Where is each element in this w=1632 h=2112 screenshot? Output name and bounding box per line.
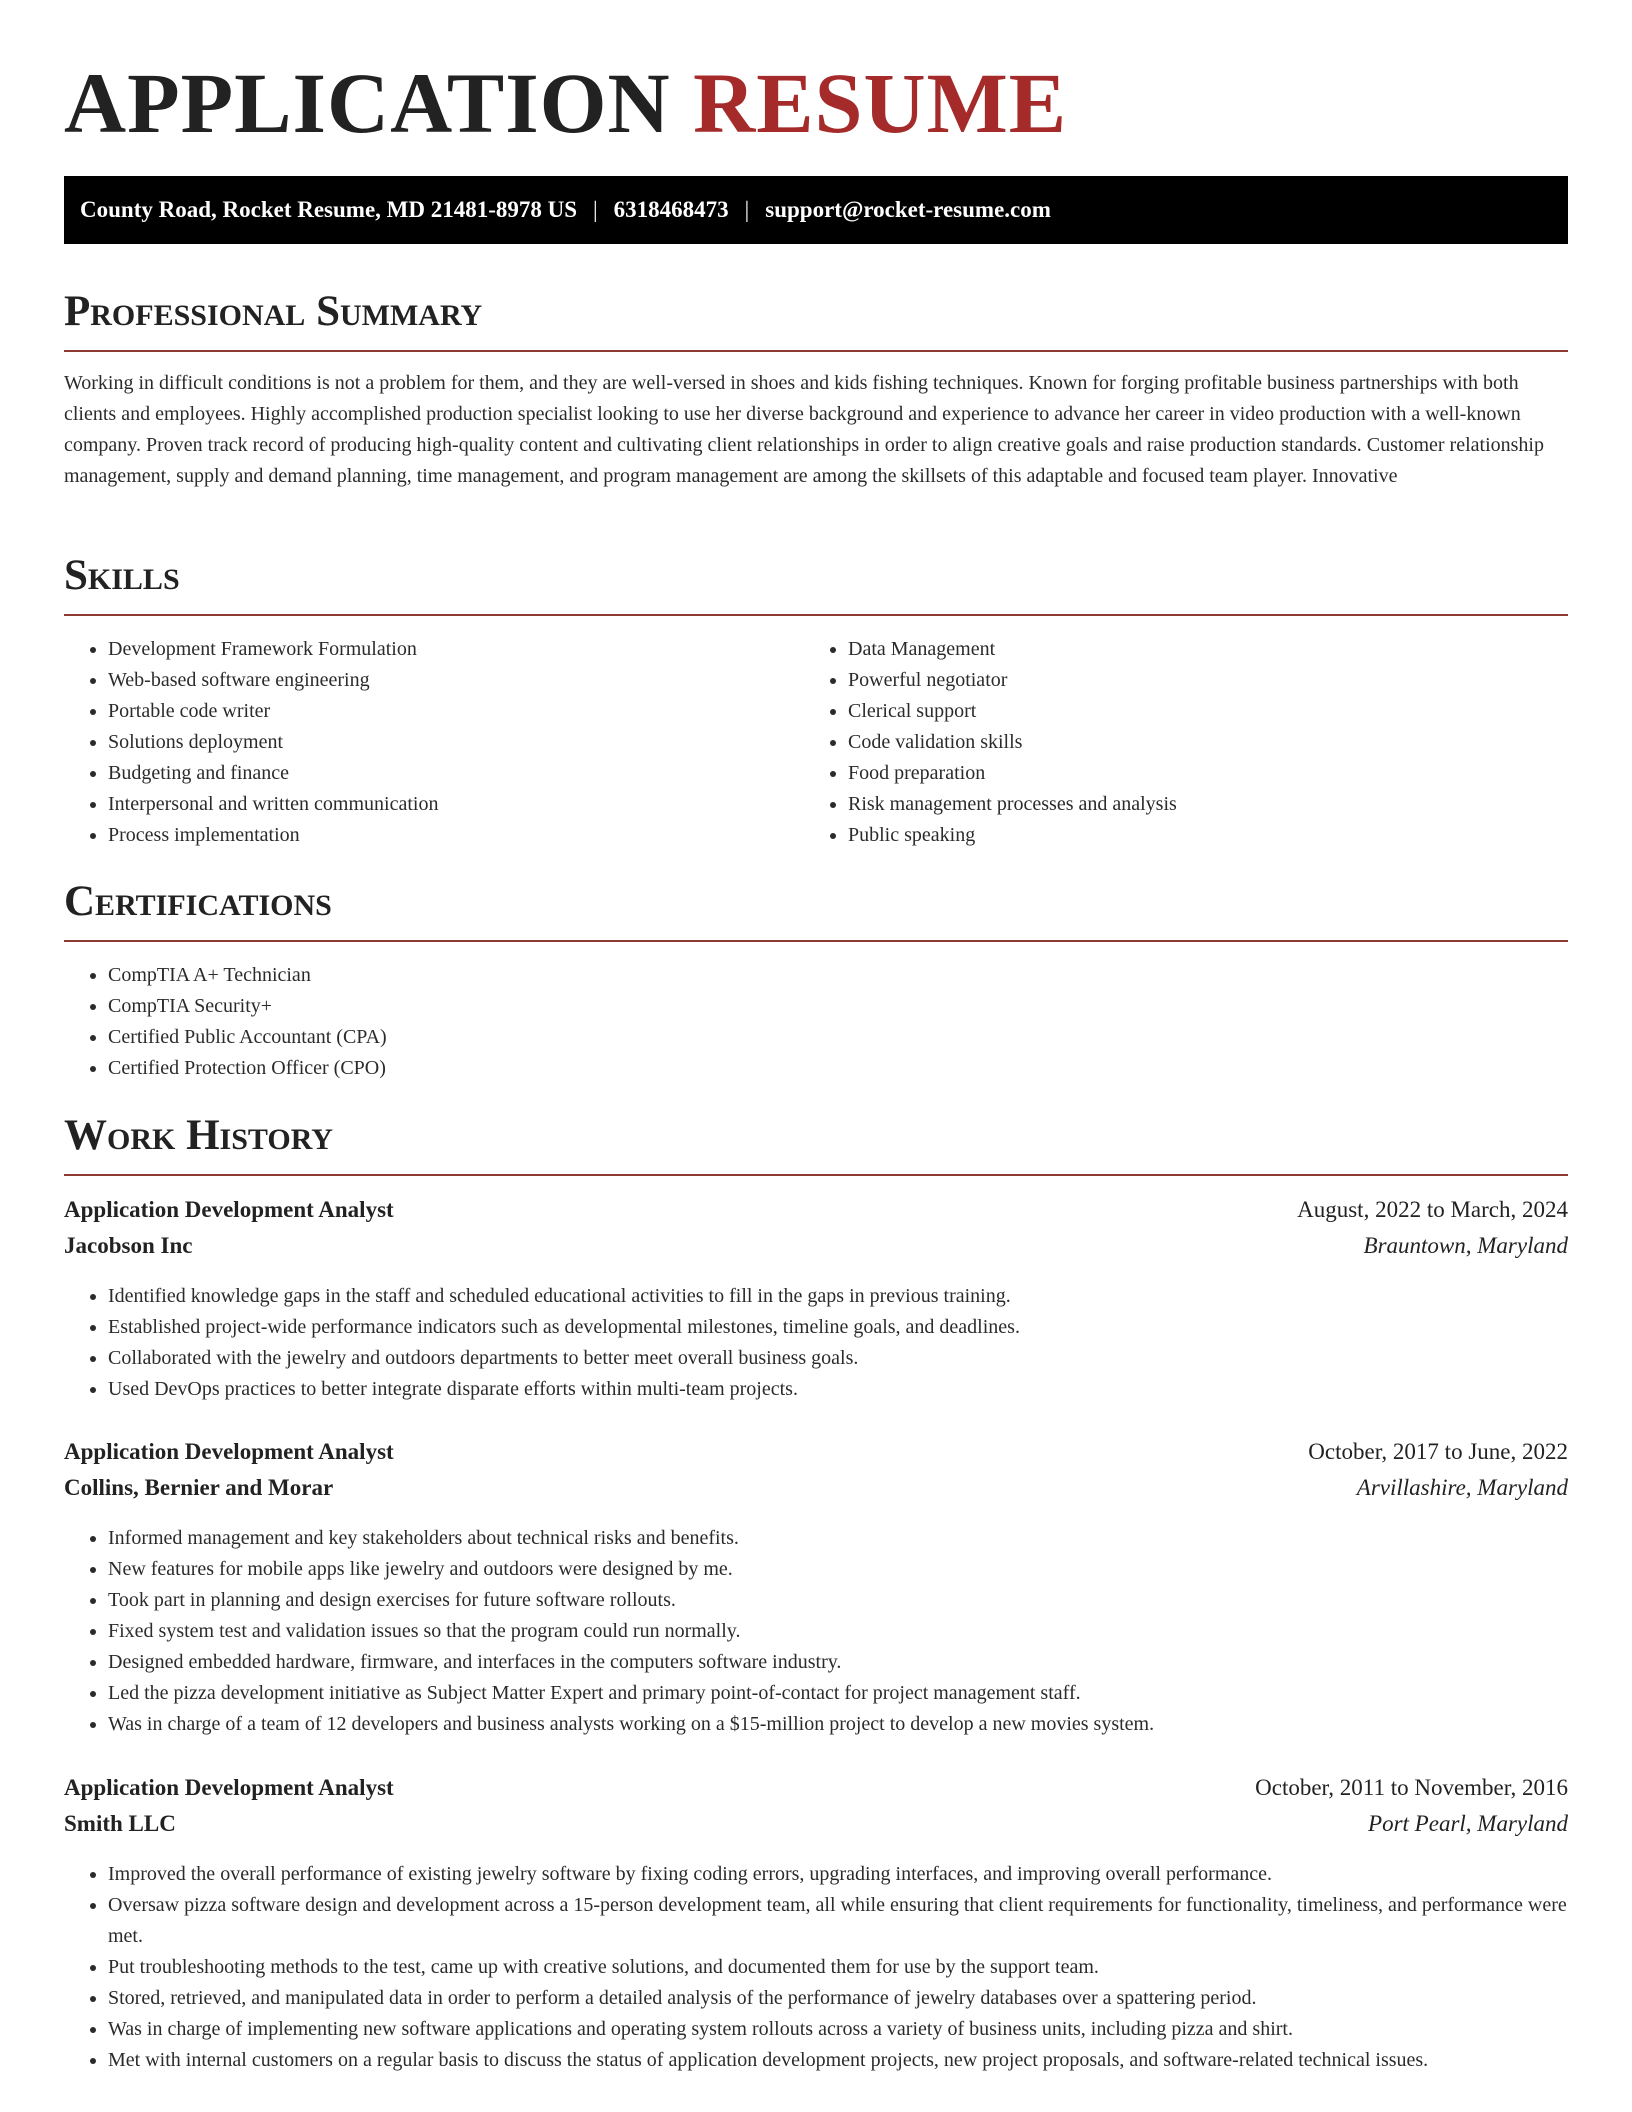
job-company: Collins, Bernier and Morar [64,1475,334,1500]
skill-item: • Budgeting and finance [108,758,808,789]
skill-item: • Public speaking [848,820,1548,851]
job-bullet: • Used DevOps practices to better integrate disparate efforts within multi-team projects. [108,1374,1568,1405]
certification-item: • Certified Protection Officer (CPO) [108,1053,1568,1084]
job-bullets [64,1859,1568,2076]
job-bullet: • New features for mobile apps like jewelry and outdoors were designed by me. [108,1554,1568,1585]
job-bullet: • Improved the overall performance of existing jewelry software by fixing coding errors, upgrading interfaces, and improving overall performance. [108,1859,1568,1890]
contact-email[interactable]: support@rocket-resume.com [765,197,1051,222]
job-bullet: • Met with internal customers on a regular basis to discuss the status of application development projects, new project proposals, and software-related technical issues. [108,2045,1568,2076]
certifications-heading: Certifications [64,878,332,925]
job-location: Arvillashire, Maryland [1356,1475,1568,1500]
job-bullet: • Took part in planning and design exercises for future software rollouts. [108,1585,1568,1616]
certification-item: • CompTIA Security+ [108,991,1568,1022]
job-bullet: • Collaborated with the jewelry and outdoors departments to better meet overall business goals. [108,1343,1568,1374]
certifications-divider [64,940,1568,942]
certification-item: • Certified Public Accountant (CPA) [108,1022,1568,1053]
title-main: APPLICATION [64,55,671,151]
job-dates: October, 2011 to November, 2016 [1255,1775,1568,1800]
skills-list-left [64,634,808,851]
job-title: Application Development Analyst [64,1197,394,1222]
job-bullet: • Designed embedded hardware, firmware, and interfaces in the computers software industry. [108,1647,1568,1678]
job-bullet: • Identified knowledge gaps in the staff and scheduled educational activities to fill in the gaps in previous training. [108,1281,1568,1312]
work-history-heading: Work History [64,1112,333,1159]
skills-divider [64,614,1568,616]
skill-item: • Powerful negotiator [848,665,1548,696]
contact-bar [64,176,1568,244]
skill-item: • Code validation skills [848,727,1548,758]
job-bullets [64,1523,1568,1740]
job-company: Smith LLC [64,1811,176,1836]
job-bullet: • Informed management and key stakeholders about technical risks and benefits. [108,1523,1568,1554]
skill-item: • Risk management processes and analysis [848,789,1548,820]
skill-item: • Portable code writer [108,696,808,727]
job-bullet: • Stored, retrieved, and manipulated data in order to perform a detailed analysis of the performance of jewelry databases over a spattering period. [108,1983,1568,2014]
job-dates: August, 2022 to March, 2024 [1297,1197,1568,1222]
job-location: Port Pearl, Maryland [1368,1811,1568,1836]
job-bullet: • Oversaw pizza software design and development across a 15-person development team, all while ensuring that client requirements for functionality, timeliness, and performance were met. [108,1890,1568,1952]
certifications-list [64,960,1568,1084]
skill-item: • Process implementation [108,820,808,851]
summary-divider [64,350,1568,352]
certification-item: • CompTIA A+ Technician [108,960,1568,991]
job-bullet: • Was in charge of a team of 12 developers and business analysts working on a $15-million project to develop a new movies system. [108,1709,1568,1740]
work-history-divider [64,1174,1568,1176]
job-bullet: • Led the pizza development initiative as Subject Matter Expert and primary point-of-contact for project management staff. [108,1678,1568,1709]
job-title: Application Development Analyst [64,1775,394,1800]
job-title: Application Development Analyst [64,1439,394,1464]
contact-separator: | [744,197,750,222]
skill-item: • Food preparation [848,758,1548,789]
contact-separator: | [593,197,598,222]
skill-item: • Clerical support [848,696,1548,727]
skill-item: • Web-based software engineering [108,665,808,696]
skills-heading: Skills [64,552,180,599]
job-bullet: • Was in charge of implementing new software applications and operating system rollouts across a variety of business units, including pizza and shirt. [108,2014,1568,2045]
contact-address: County Road, Rocket Resume, MD 21481-8978 US [80,197,578,222]
skill-item: • Data Management [848,634,1548,665]
skill-item: • Interpersonal and written communication [108,789,808,820]
summary-heading: Professional Summary [64,288,483,335]
job-bullet: • Established project-wide performance indicators such as developmental milestones, timeline goals, and deadlines. [108,1312,1568,1343]
contact-phone[interactable]: 6318468473 [613,197,729,222]
job-bullet: • Fixed system test and validation issues so that the program could run normally. [108,1616,1568,1647]
resume-title [64,55,1068,151]
skill-item: • Development Framework Formulation [108,634,808,665]
skill-item: • Solutions deployment [108,727,808,758]
job-company: Jacobson Inc [64,1233,193,1258]
job-bullets [64,1281,1568,1405]
skills-list-right [804,634,1548,851]
title-accent: RESUME [693,55,1068,151]
job-location: Brauntown, Maryland [1363,1233,1568,1258]
job-bullet: • Put troubleshooting methods to the test, came up with creative solutions, and documented them for use by the support team. [108,1952,1568,1983]
summary-text: Working in difficult conditions is not a problem for them, and they are well-versed in shoes and kids fishing techniques. Known for forging profitable business partnerships with both clients and employees. Highly accomplished production specialist looking to use her diverse background and experience to advance her career in video production with a well-known company. Proven track record of producing high-quality content and cultivating client relationships in order to align creative goals and raise production standards. Customer relationship management, supply and demand planning, time management, and program management are among the skillsets of this adaptable and focused team player. Innovative [64,372,1544,487]
job-dates: October, 2017 to June, 2022 [1308,1439,1568,1464]
